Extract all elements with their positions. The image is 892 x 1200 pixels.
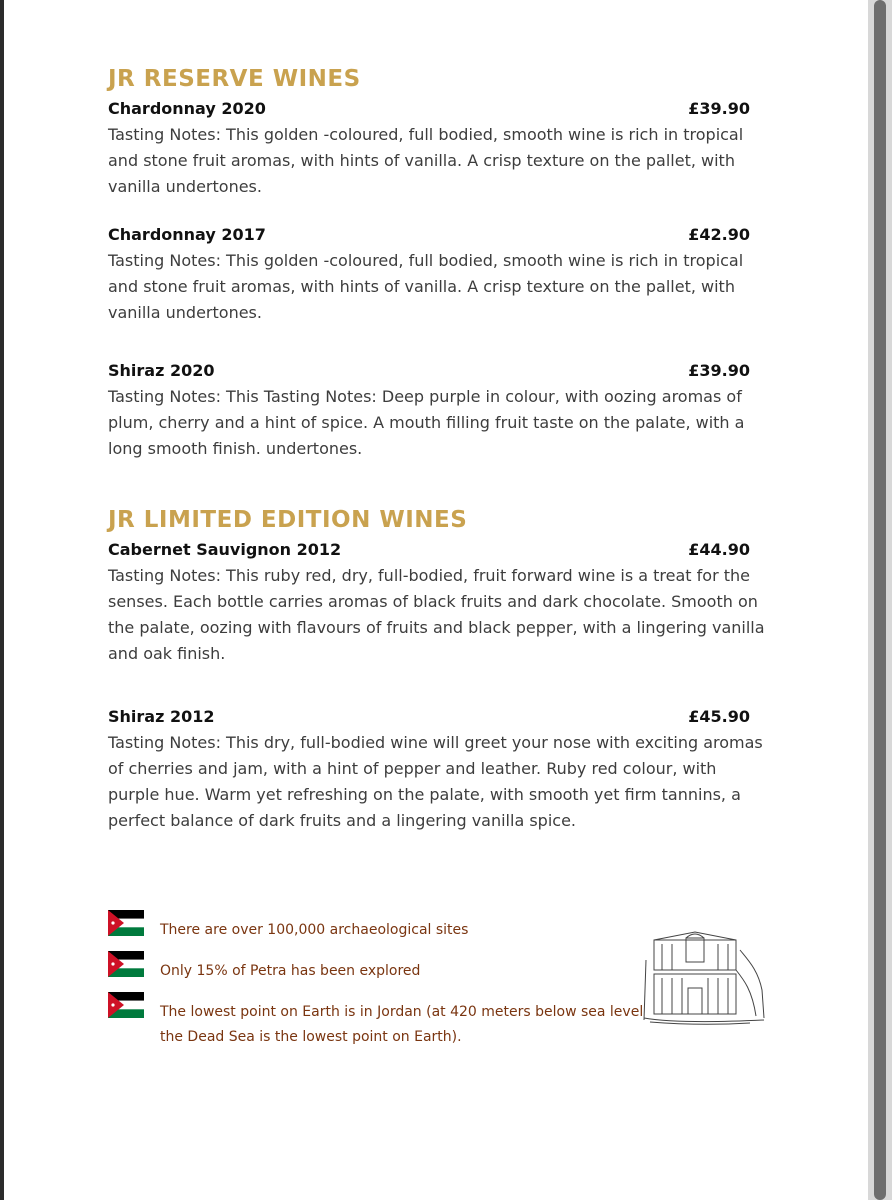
fact-item [108, 951, 648, 984]
fact-text: Only 15% of Petra has been explored [160, 963, 421, 979]
jordan-flag-icon [108, 992, 144, 1018]
wine-name: Chardonnay 2017 [108, 225, 266, 244]
jordan-flag-icon [108, 951, 144, 977]
fact-item [108, 992, 648, 1050]
wine-item [108, 539, 768, 667]
fact-item [108, 910, 648, 943]
wine-name: Cabernet Sauvignon 2012 [108, 540, 342, 559]
wine-item [108, 360, 768, 462]
wine-item [108, 224, 768, 326]
fact-text: There are over 100,000 archaeological sites [160, 922, 469, 938]
wine-item [108, 706, 768, 834]
wine-price: £39.90 [688, 99, 750, 118]
wine-price: £39.90 [688, 361, 750, 380]
wine-price: £45.90 [688, 707, 750, 726]
section-title-limited: JR LIMITED EDITION WINES [108, 507, 468, 533]
wine-price: £44.90 [688, 540, 750, 559]
menu-page [4, 0, 868, 1200]
wine-notes: Tasting Notes: This Tasting Notes: Deep purple in colour, with oozing aromas of plum, cherry and a hint of spice. A mouth filling fruit taste on the palate, with a long smooth finish. undertones. [108, 387, 745, 458]
wine-name: Shiraz 2020 [108, 361, 215, 380]
wine-notes: Tasting Notes: This golden -coloured, full bodied, smooth wine is rich in tropical and stone fruit aromas, with hints of vanilla. A crisp texture on the pallet, with vanilla undertones. [108, 125, 744, 196]
jordan-flag-icon [108, 910, 144, 936]
wine-notes: Tasting Notes: This golden -coloured, full bodied, smooth wine is rich in tropical and stone fruit aromas, with hints of vanilla. A crisp texture on the pallet, with vanilla undertones. [108, 251, 744, 322]
fact-text: The lowest point on Earth is in Jordan (at 420 meters below sea level the Dead Sea is the lowest point on Earth). [160, 1004, 644, 1045]
wine-notes: Tasting Notes: This ruby red, dry, full-bodied, fruit forward wine is a treat for the senses. Each bottle carries aromas of black fruits and dark chocolate. Smooth on the palate, oozing with flavours of fruits and black pepper, with a lingering vanilla and oak finish. [108, 566, 765, 663]
wine-item [108, 98, 768, 200]
section-title-reserve: JR RESERVE WINES [108, 66, 361, 92]
scrollbar[interactable] [868, 0, 892, 1200]
petra-treasury-sketch [640, 930, 768, 1026]
wine-price: £42.90 [688, 225, 750, 244]
wine-name: Shiraz 2012 [108, 707, 215, 726]
jordan-facts [108, 910, 648, 1058]
wine-notes: Tasting Notes: This dry, full-bodied wine will greet your nose with exciting aromas of cherries and jam, with a hint of pepper and leather. Ruby red colour, with purple hue. Warm yet refreshing on the palate, with smooth yet firm tannins, a perfect balance of dark fruits and a lingering vanilla spice. [108, 733, 763, 830]
wine-name: Chardonnay 2020 [108, 99, 266, 118]
scrollbar-thumb[interactable] [874, 0, 886, 1200]
